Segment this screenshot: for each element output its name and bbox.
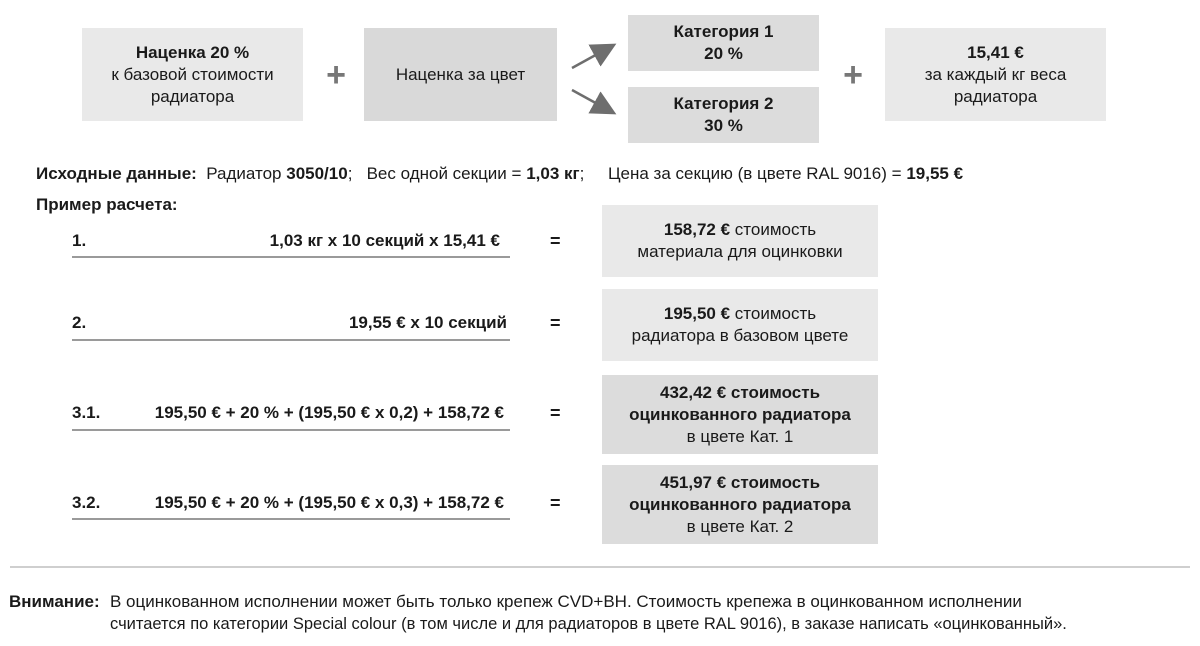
row-3-1-result-line3: в цвете Кат. 1 xyxy=(686,426,794,446)
example-label: Пример расчета: xyxy=(36,195,178,214)
color-markup-box xyxy=(364,28,557,121)
row-3-2-result-line3: в цвете Кат. 2 xyxy=(686,516,794,536)
row-2-equals: = xyxy=(550,313,561,333)
row-3-2-result-box xyxy=(602,465,878,544)
weight-price-title: 15,41 € xyxy=(967,42,1024,62)
section-divider xyxy=(10,566,1190,568)
color-markup-label: Наценка за цвет xyxy=(395,64,526,84)
row-3-1-formula: 195,50 € + 20 % + (195,50 € x 0,2) + 158,72 € xyxy=(154,403,504,422)
row-2-underline xyxy=(72,339,510,341)
weight-prefix: Вес одной секции = xyxy=(366,164,522,183)
row-3-1-result-amount: 432,42 € стоимость xyxy=(659,382,821,402)
radiator-suffix: ; xyxy=(347,164,353,183)
row-3-2-number: 3.2. xyxy=(72,493,101,512)
radiator-prefix: Радиатор xyxy=(206,164,282,183)
input-data-label: Исходные данные: xyxy=(36,164,197,183)
row-2-result-label: стоимость xyxy=(734,304,817,323)
row-1-equals: = xyxy=(550,231,561,251)
row-3-2-underline xyxy=(72,518,510,520)
row-2-result-line2: радиатора в базовом цвете xyxy=(631,326,849,345)
row-1-result-box xyxy=(602,205,878,277)
category-1-value: 20 % xyxy=(704,44,743,63)
radiator-model: 3050/10 xyxy=(286,164,348,183)
category-2-value: 30 % xyxy=(704,116,743,135)
input-data-line xyxy=(36,163,963,185)
weight-price-box xyxy=(885,28,1106,121)
row-3-1-result-line2: оцинкованного радиатора xyxy=(629,404,851,424)
plus-sign-1: + xyxy=(326,56,346,94)
note-line-1: В оцинкованном исполнении может быть только крепеж CVD+BH. Стоимость крепежа в оцинкованном исполнении xyxy=(110,592,1022,611)
category-1-title: Категория 1 xyxy=(673,22,774,41)
category-2-box xyxy=(628,87,819,143)
weight-suffix: ; xyxy=(579,164,585,183)
arrow-to-category-1 xyxy=(572,46,612,68)
row-1-result-label: стоимость xyxy=(734,220,817,239)
base-markup-line3: радиатора xyxy=(150,86,235,106)
weight-price-line3: радиатора xyxy=(953,86,1038,106)
row-2-formula: 19,55 € x 10 секций xyxy=(348,313,507,332)
row-1-number: 1. xyxy=(72,231,87,250)
row-3-2-result-amount: 451,97 € стоимость xyxy=(659,472,821,492)
category-1-box xyxy=(628,15,819,71)
note-line-2: считается по категории Special colour (в том числе и для радиаторов в цвете RAL 9016), в заказе написать «оцинкованный». xyxy=(110,615,1067,633)
base-markup-line2: к базовой стоимости xyxy=(111,64,274,84)
row-1-underline xyxy=(72,256,510,258)
row-3-1-result-box xyxy=(602,375,878,454)
row-2-number: 2. xyxy=(72,313,87,332)
base-markup-box xyxy=(82,28,303,121)
row-3-1-underline xyxy=(72,429,510,431)
row-3-2-result-line2: оцинкованного радиатора xyxy=(629,494,851,514)
row-1-result-amount: 158,72 € xyxy=(663,220,731,239)
row-3-1-equals: = xyxy=(550,403,561,423)
weight-value: 1,03 кг xyxy=(526,164,580,183)
note-label: Внимание: xyxy=(9,592,100,611)
weight-price-line2: за каждый кг веса xyxy=(924,64,1067,84)
row-3-2-formula: 195,50 € + 20 % + (195,50 € x 0,3) + 158,72 € xyxy=(154,493,504,512)
row-1-result-line2: материала для оцинковки xyxy=(637,242,843,261)
row-3-1-number: 3.1. xyxy=(72,403,101,422)
base-markup-title: Наценка 20 % xyxy=(135,42,250,62)
row-3-2-equals: = xyxy=(550,493,561,513)
row-2-result-box xyxy=(602,289,878,361)
arrow-to-category-2 xyxy=(572,90,612,112)
price-value: 19,55 € xyxy=(906,164,964,183)
branch-arrows xyxy=(560,30,630,130)
category-2-title: Категория 2 xyxy=(673,94,774,113)
row-2-result-amount: 195,50 € xyxy=(663,304,731,323)
price-prefix: Цена за секцию (в цвете RAL 9016) = xyxy=(607,164,902,183)
plus-sign-2: + xyxy=(843,56,863,94)
row-1-formula: 1,03 кг x 10 секций x 15,41 € xyxy=(269,231,500,250)
